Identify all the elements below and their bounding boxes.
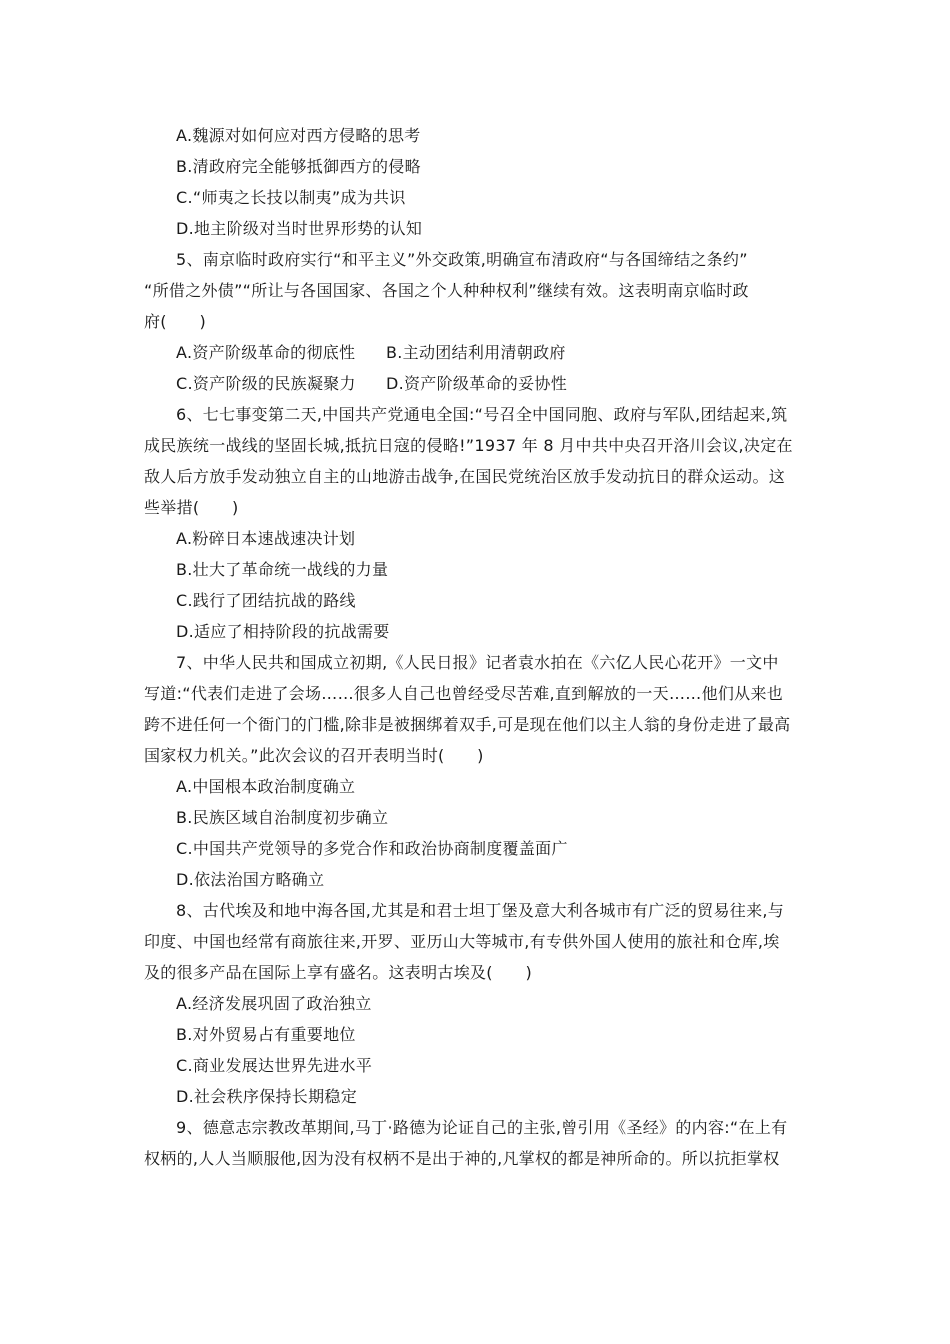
- option-8d: D.社会秩序保持长期稳定: [176, 1087, 358, 1106]
- option-4a: A.魏源对如何应对西方侵略的思考: [176, 126, 421, 145]
- question-5-stem-line-1: 5、南京临时政府实行“和平主义”外交政策,明确宣布清政府“与各国缔结之条约”: [176, 250, 748, 269]
- option-5a: A.资产阶级革命的彻底性: [176, 343, 356, 362]
- question-9-stem-line-2: 权柄的,人人当顺服他,因为没有权柄不是出于神的,凡掌权的都是神所命的。所以抗拒掌权: [144, 1149, 780, 1168]
- option-5b: B.主动团结利用清朝政府: [386, 343, 566, 362]
- question-9-stem-line-1: 9、德意志宗教改革期间,马丁·路德为论证自己的主张,曾引用《圣经》的内容:“在上有: [176, 1118, 788, 1137]
- option-6b: B.壮大了革命统一战线的力量: [176, 560, 389, 579]
- option-5c: C.资产阶级的民族凝聚力: [176, 374, 356, 393]
- question-5-options-row-1: [144, 337, 808, 368]
- option-7b: B.民族区域自治制度初步确立: [176, 808, 389, 827]
- option-8a: A.经济发展巩固了政治独立: [176, 994, 372, 1013]
- option-6a: A.粉碎日本速战速决计划: [176, 529, 356, 548]
- option-8b: B.对外贸易占有重要地位: [176, 1025, 356, 1044]
- question-6-stem-line-1: 6、七七事变第二天,中国共产党通电全国:“号召全中国同胞、政府与军队,团结起来,筑: [176, 405, 788, 424]
- option-7c: C.中国共产党领导的多党合作和政治协商制度覆盖面广: [176, 839, 568, 858]
- question-5-stem-line-2: “所借之外债”“所让与各国国家、各国之个人种种权利”继续有效。这表明南京临时政: [144, 281, 749, 300]
- option-7a: A.中国根本政治制度确立: [176, 777, 356, 796]
- question-7-stem-line-4: 国家权力机关。”此次会议的召开表明当时( ): [144, 746, 484, 765]
- option-6d: D.适应了相持阶段的抗战需要: [176, 622, 390, 641]
- question-5-options-row-2: [144, 368, 808, 399]
- question-9: [144, 1112, 808, 1174]
- question-6-stem-line-4: 些举措( ): [144, 498, 239, 517]
- question-6-stem-line-2: 成民族统一战线的坚固长城,抵抗日寇的侵略!”1937 年 8 月中共中央召开洛川会议,决定在: [144, 436, 793, 455]
- question-6-stem-line-3: 敌人后方放手发动独立自主的山地游击战争,在国民党统治区放手发动抗日的群众运动。这: [144, 467, 786, 486]
- question-5-stem-line-3: 府( ): [144, 312, 206, 331]
- option-5d: D.资产阶级革命的妥协性: [386, 374, 568, 393]
- question-8-stem-line-1: 8、古代埃及和地中海各国,尤其是和君士坦丁堡及意大利各城市有广泛的贸易往来,与: [176, 901, 785, 920]
- question-6: [144, 399, 808, 647]
- question-7-stem-line-3: 跨不进任何一个衙门的门槛,除非是被捆绑着双手,可是现在他们以主人翁的身份走进了最高: [144, 715, 791, 734]
- option-4d: D.地主阶级对当时世界形势的认知: [176, 219, 423, 238]
- question-5: [144, 244, 808, 399]
- option-7d: D.依法治国方略确立: [176, 870, 325, 889]
- document-body: [144, 120, 808, 1174]
- question-8-stem-line-3: 及的很多产品在国际上享有盛名。这表明古埃及( ): [144, 963, 532, 982]
- option-8c: C.商业发展达世界先进水平: [176, 1056, 373, 1075]
- question-8: [144, 895, 808, 1112]
- question-7-stem-line-1: 7、中华人民共和国成立初期,《人民日报》记者袁水拍在《六亿人民心花开》一文中: [176, 653, 779, 672]
- option-6c: C.践行了团结抗战的路线: [176, 591, 356, 610]
- question-4-options: [144, 120, 808, 244]
- question-8-stem-line-2: 印度、中国也经常有商旅往来,开罗、亚历山大等城市,有专供外国人使用的旅社和仓库,埃: [144, 932, 780, 951]
- question-7-stem-line-2: 写道:“代表们走进了会场……很多人自己也曾经受尽苦难,直到解放的一天……他们从来也: [144, 684, 784, 703]
- option-4b: B.清政府完全能够抵御西方的侵略: [176, 157, 421, 176]
- option-4c: C.“师夷之长技以制夷”成为共识: [176, 188, 406, 207]
- question-7: [144, 647, 808, 895]
